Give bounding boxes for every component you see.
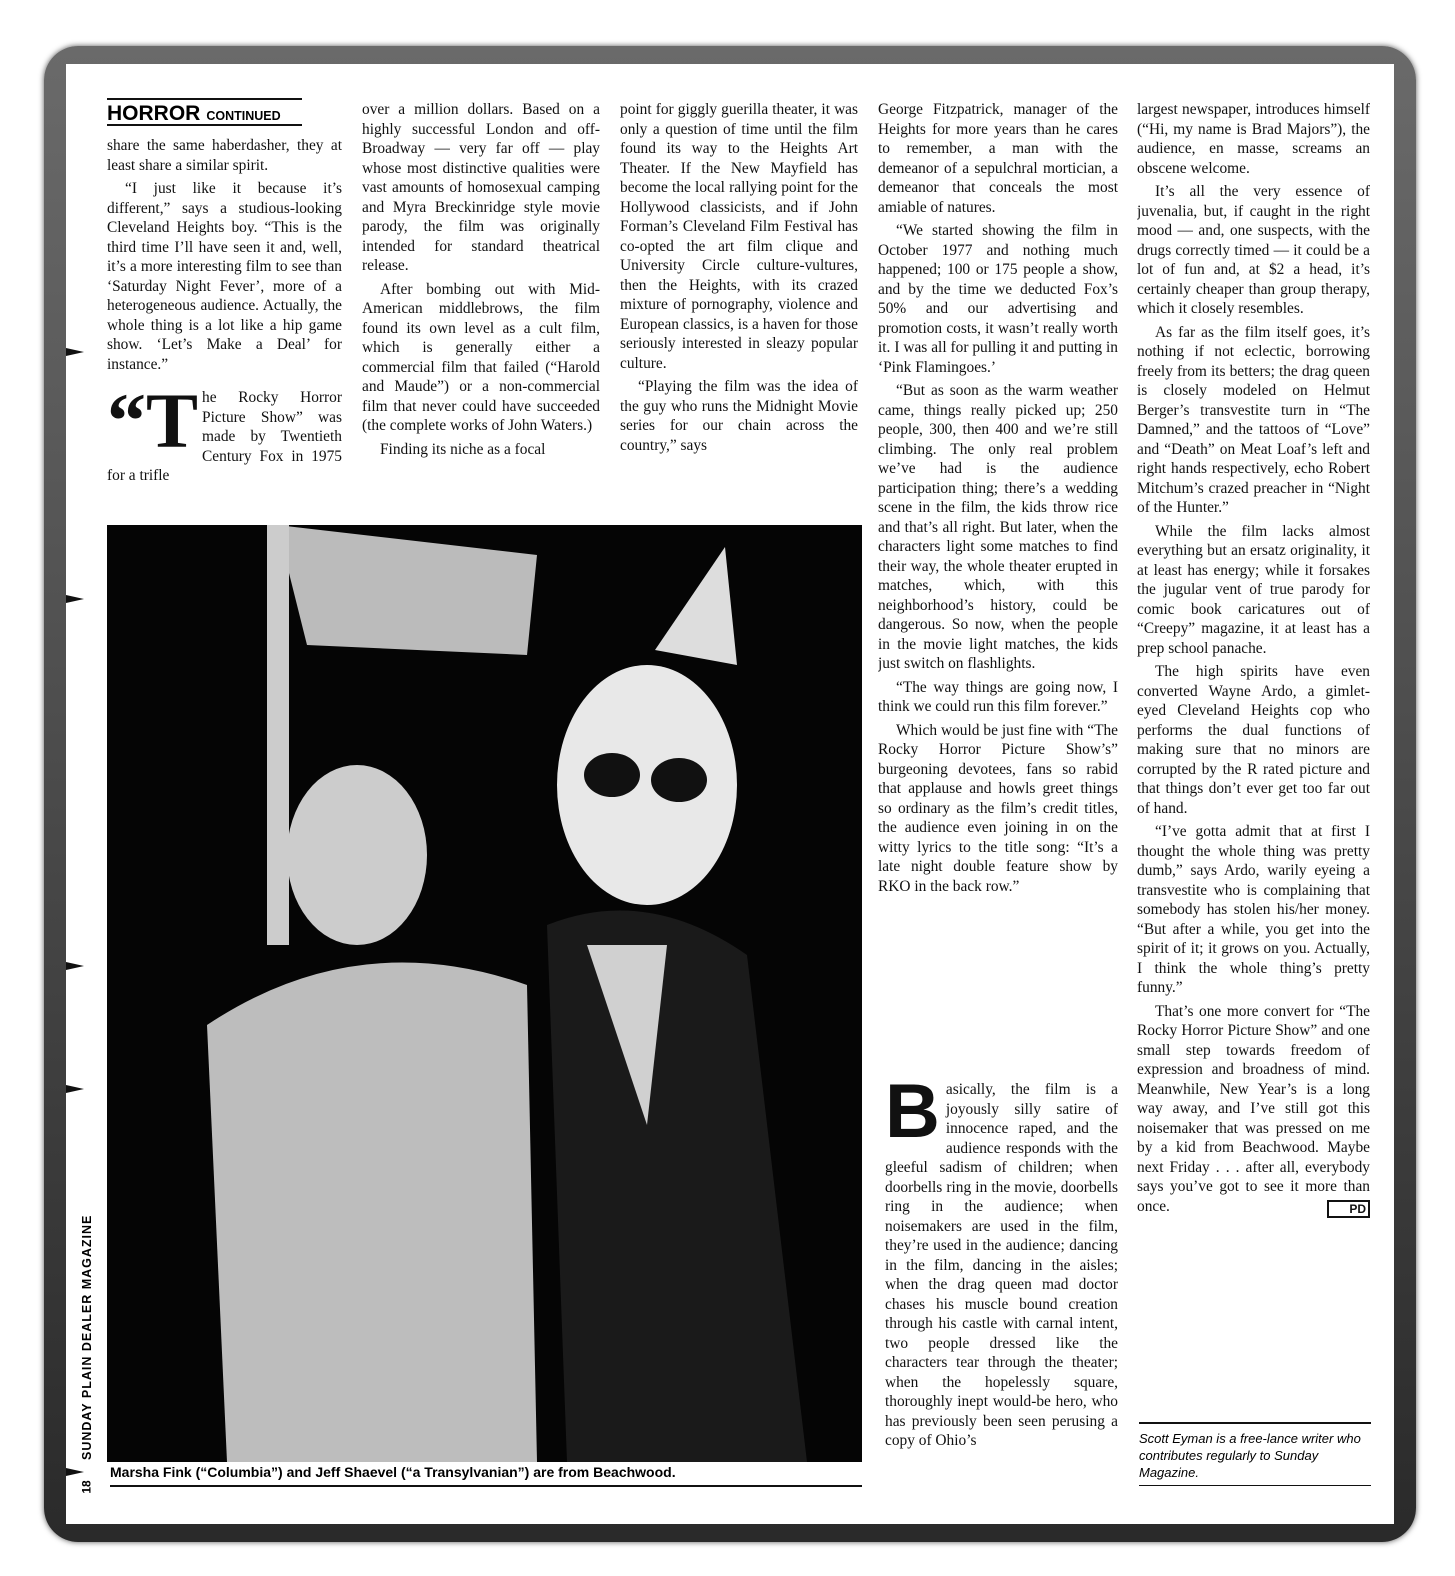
header-title: HORROR [107,102,201,125]
paragraph: George Fitzpatrick, manager of the Heights for more years than he cares to remember, a man with the demeanor of a sepulchral mortician, a demeanor that conceals the most amiable of natures. [878,101,1118,216]
page-number: 18 [79,1480,94,1494]
paragraph: It’s all the very essence of juvenalia, but, if caught in the right mood — and, one suspects, with the drugs correctly timed — it could be a lot of fun and, at $2 a head, it’s certainly cheaper than group therapy, which it closely resembles. [1137,183,1370,317]
photo-two-costumed-fans [107,525,862,1462]
paragraph: “But as soon as the warm weather came, things really picked up; 250 people, 300, then 400 and we’re still climbing. The only real problem we’ve had is the audience participation thing; there’s a wedding scene in the film, the kids throw rice and that’s all right. But later, when the characters light some matches to find their way, the whole theater erupted in matches, which, with this neighborhood’s history, could be dangerous. So now, when the people in the movie light matches, the kids just switch on flashlights. [878,382,1118,672]
paragraph: “The way things are going now, I think we could run this film forever.” [878,678,1118,715]
paragraph: While the film lacks almost everything but an ersatz originality, it at least has energy; while it forsakes the jugular vent of true parody for comic book caricatures out of “Creepy” magazine, it at least has a prep school panache. [1137,522,1370,657]
photo-caption: Marsha Fink (“Columbia”) and Jeff Shaevel (“a Transylvanian”) are from Beachwood. [110,1464,862,1487]
paragraph: “I’ve gotta admit that at first I thought the whole thing was pretty dumb,” says Ardo, warily eyeing a transvestite who is complaining that somebody has stolen his/her money. “But after a while, you get into the spirit of it; it grows on you. Actually, I think the whole thing’s pretty funny.” [1137,823,1370,996]
column-4 [878,100,1118,1065]
paragraph: Finding its niche as a focal [380,440,546,458]
paragraph: over a million dollars. Based on a highly successful London and off-Broadway — very far off — play whose most distinctive qualities were vast amounts of homosexual camping and Myra Breckinridge style movie parody, the film was originally intended for standard theatrical release. [362,101,600,274]
paragraph: “Playing the film was the idea of the guy who runs the Midnight Movie series for our chain across the country,” says [620,378,858,454]
column-5 [1137,100,1370,1416]
paragraph: largest newspaper, introduces himself (“Hi, my name is Brad Majors”), the audience, en masse, screams an obscene welcome. [1137,101,1370,177]
author-byline: Scott Eyman is a free-lance writer who contributes regularly to Sunday Magazine. [1139,1422,1371,1486]
column-2 [362,100,600,512]
column-4-lower [885,1080,1118,1492]
publication-spine: SUNDAY PLAIN DEALER MAGAZINE [80,1214,94,1460]
paragraph: point for giggly guerilla theater, it was only a question of time until the film found its way to the Heights Art Theater. If the New Mayfield has become the local rallying point for the Hollywood classicists, and if John Forman’s Cleveland Film Festival has co-opted the art film clique and University Circle culture-vultures, then the Heights, with its crazed mixture of pornography, violence and European classics, is a haven for those seriously interested in sleazy popular culture. [620,101,858,372]
column-1 [107,136,342,508]
header-subtitle: CONTINUED [206,109,281,123]
end-logo: PD [1327,1200,1370,1218]
drop-cap: “T [107,377,199,464]
paragraph: That’s one more convert for “The Rocky Horror Picture Show” and one small step towards freedom of expression and broadness of mind. Meanwhile, New Year’s is a long way away, and I’ve still got this noisemaker that was pressed on me by a kid from Beachwood. Maybe next Friday . . . after all, everybody says you’ve got to see it more than once. PD [1137,1002,1370,1216]
paragraph: “I just like it because it’s different,” says a studious-looking Cleveland Heights boy. “This is the third time I’ll have seen it and, well, it’s a more interesting film to see than ‘Saturday Night Fever’, more of a heterogeneous audience. Actually, the whole thing is a lot like a hip game show. ‘Let’s Make a Deal’ for instance.” [107,180,342,373]
drop-cap-paragraph: Basically, the film is a joyously silly satire of innocence raped, and the audience responds with the gleeful sadism of children; when doorbells ring in the movie, doorbells ring in the audience; when noisemakers are used in the film, they’re used in the audience; dancing in the film, dancing in the aisles; when the drag queen mad doctor chases his muscle bound creation through his castle with carnal intent, two people dressed like the characters tear through the theater; when the hopelessly square, thoroughly inept would-be hero, who has previously been seen perusing a copy of Ohio’s [885,1080,1118,1449]
paragraph: share the same haberdasher, they at least share a similar spirit. [107,137,342,174]
column-3 [620,100,858,512]
drop-cap: B [885,1080,940,1154]
drop-cap-paragraph: “T he Rocky Horror Picture Show” was made by Twentieth Century Fox in 1975 for a trifle [107,377,342,484]
paragraph: As far as the film itself goes, it’s nothing if not eclectic, borrowing freely from its betters; the drag queen is closely modeled on Helmut Berger’s transvestite turn in “The Damned,” and the tattoos of “Love” and “Death” on Meat Loaf’s left and right hands respectively, echo Robert Mitchum’s crazed preacher in “Night of the Hunter.” [1137,323,1370,516]
paragraph: “We started showing the film in October 1977 and nothing much happened; 100 or 175 people a show, and by the time we deducted Fox’s 50% and our advertising and promotion costs, it wasn’t really worth it. I was all for pulling it and putting in ‘Pink Flamingoes.’ [878,222,1118,376]
paragraph: Which would be just fine with “The Rocky Horror Picture Show’s” burgeoning devotees, fans so rabid that applause and howls greet things so ordinary as the film’s credit titles, the audience even joining in on the witty lyrics to the title song: “It’s a late night double feature show by RKO in the back row.” [878,721,1118,895]
section-header [107,98,302,126]
paragraph: After bombing out with Mid-American middlebrows, the film found its own level as a cult film, which is generally either a commercial film that failed (“Harold and Maude”) or a non-commercial film that never could have succeeded (the complete works of John Waters.) [362,280,600,434]
paragraph: The high spirits have even converted Wayne Ardo, a gimlet-eyed Cleveland Heights cop who performs the dual functions of making sure that no minors are corrupted by the R rated picture and that things don’t ever get too far out of hand. [1137,663,1370,817]
